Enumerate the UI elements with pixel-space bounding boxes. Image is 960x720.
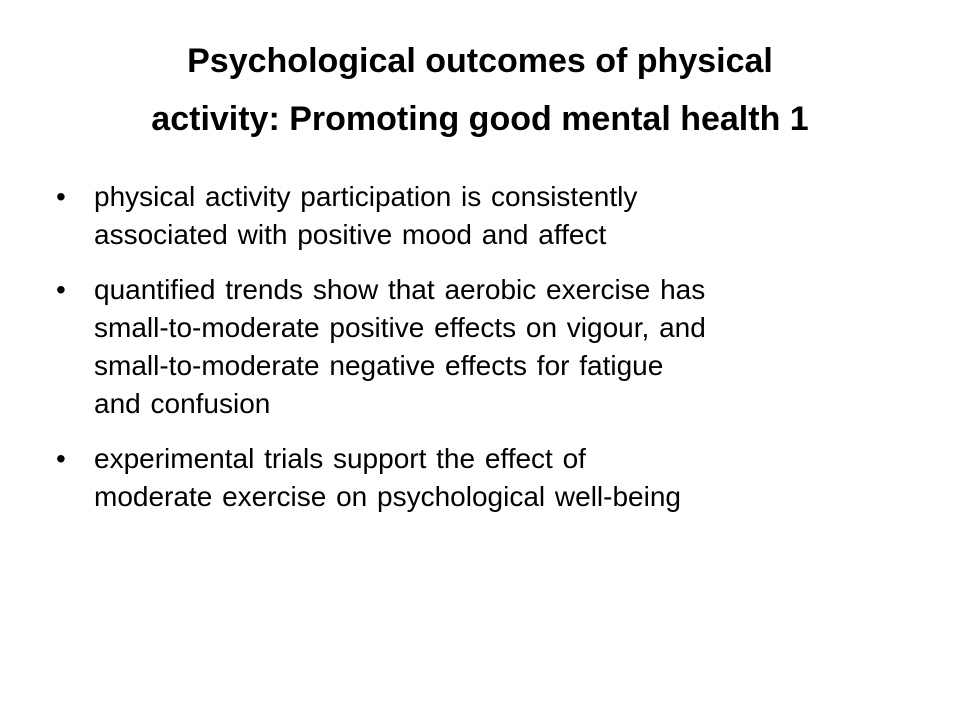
bullet-text-line: small-to-moderate positive effects on vigour, and <box>94 312 706 343</box>
bullet-dot-icon: • <box>56 274 66 305</box>
bullet-list <box>56 178 926 516</box>
bullet-item-2 <box>56 271 926 423</box>
title-line-1: Psychological outcomes of physical <box>187 42 773 80</box>
bullet-dot-icon: • <box>56 181 66 212</box>
bullet-text-line: small-to-moderate negative effects for fatigue <box>94 350 664 381</box>
bullet-dot-icon: • <box>56 443 66 474</box>
slide-title <box>60 32 900 148</box>
bullet-text-line: physical activity participation is consistently <box>94 181 638 212</box>
bullet-text-line: and confusion <box>94 388 271 419</box>
bullet-item-3 <box>56 440 926 516</box>
bullet-text-line: associated with positive mood and affect <box>94 219 607 250</box>
bullet-text-line: quantified trends show that aerobic exercise has <box>94 274 706 305</box>
bullet-text-line: experimental trials support the effect of <box>94 443 586 474</box>
bullet-text-line: moderate exercise on psychological well-being <box>94 481 681 512</box>
bullet-item-1 <box>56 178 926 254</box>
title-line-2: activity: Promoting good mental health 1 <box>151 100 809 138</box>
